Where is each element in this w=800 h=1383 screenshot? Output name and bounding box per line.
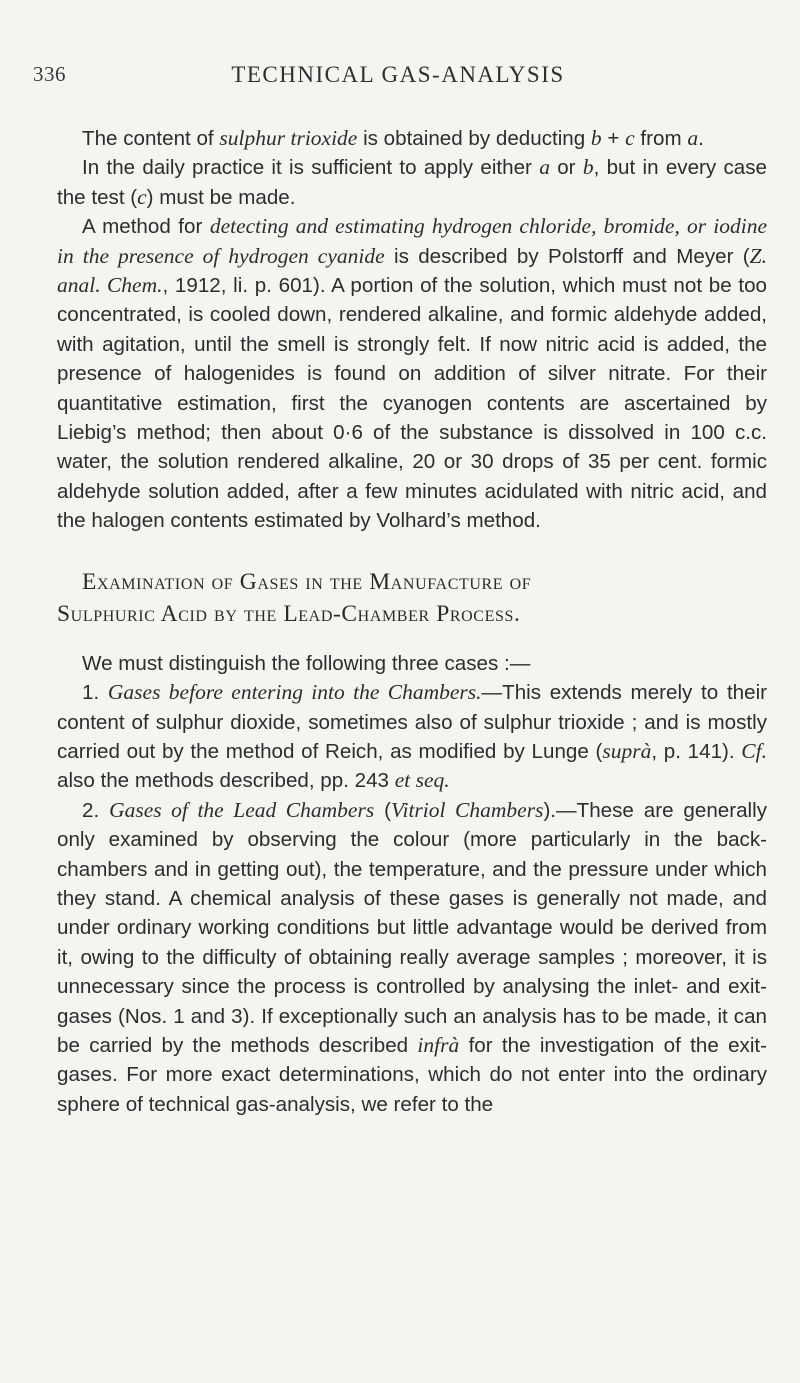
text-run: , p. 141).	[651, 739, 742, 763]
text-run: is described by Polstorff and Meyer (	[384, 244, 750, 268]
italic-term: infrà	[417, 1032, 460, 1057]
running-head	[33, 62, 763, 94]
text-run: —This extends merely to their content of sulphur dioxide, sometimes also of sulphur trioxide ; and is mostly carried out by the method of Reich, as modified by Lunge (	[57, 681, 768, 763]
italic-term: detecting and estimating hydrogen chloride, bromide, or iodine in the presence of hydrogen cyanide	[57, 214, 767, 268]
text-run: In the daily practice it is sufficient to apply either	[82, 156, 540, 180]
italic-term: suprà	[602, 738, 652, 763]
paragraph-sulphur-trioxide	[57, 124, 767, 153]
variable-a: a	[687, 126, 699, 150]
text-run: We must distinguish the following three cases :—	[82, 651, 531, 675]
case-title: Gases of the Lead Chambers	[109, 797, 375, 822]
text-run: for the investigation of the exit-gases. For more exact determinations, which do not enter into the ordinary sphere of technical gas-analysis, we refer to the	[57, 1033, 768, 1116]
text-run: ) must be made.	[146, 185, 296, 209]
text-run: , 1912, li. p. 601). A portion of the solution, which must not be too concentrated, is cooled down, rendered alkaline, and formic aldehyde added, with agitation, until the smell is strongly felt. If now nitric acid is added, the presence of halogenides is found on addition of silver nitrate. For their quantitative estimation, first the cyanogen contents are ascertained by Liebig’s method; then about 0·6 of the substance is dissolved in 100 c.c. water, the solution rendered alkaline, 20 or 30 drops of 35 per cent. formic aldehyde solution added, after a few minutes acidulated with nitric acid, and the halogen contents estimated by Volhard’s method.	[57, 274, 767, 533]
body-text	[57, 124, 767, 1119]
variable-a: a	[539, 155, 550, 180]
paragraph-case-1	[57, 678, 767, 796]
section-heading-line-1: Examination of Gases in the Manufacture of	[82, 568, 532, 595]
text-run: or	[549, 156, 583, 180]
section-heading	[57, 566, 767, 630]
section-heading-line-2: Sulphuric Acid by the Lead-Chamber Process.	[57, 600, 521, 627]
variable-c: c	[137, 184, 147, 209]
text-run: A method for	[82, 215, 210, 239]
paragraph-daily-practice	[57, 153, 767, 212]
variable-b: b	[590, 126, 602, 150]
text-run: ).	[543, 798, 557, 822]
text-run: .	[698, 127, 704, 150]
text-run: from	[634, 127, 688, 150]
variable-c: c	[625, 126, 635, 150]
italic-term: et seq.	[394, 768, 450, 793]
paragraph-three-cases	[57, 649, 767, 678]
journal-citation: Z. anal. Chem.	[57, 243, 767, 298]
text-run: —These are generally only examined by observing the colour (more particularly in the back-chambers and in getting out), the temperature, and the pressure under which they stand. A chemical analysis of these gases is generally not made, and under ordinary working conditions but little advantage would be derived from it, owing to the difficulty of obtaining really average samples ; moreover, it is unnecessary since the process is controlled by analysing the inlet- and exit-gases (Nos. 1 and 3). If exceptionally such an analysis has to be made, it can be carried by the methods described	[57, 798, 767, 1057]
list-number: 1.	[82, 681, 108, 705]
text-run: is obtained by deducting	[357, 127, 591, 150]
text-run: , but in every case the test (	[57, 156, 768, 209]
case-title: Gases before entering into the Chambers.	[107, 680, 482, 705]
text-run: (	[374, 798, 391, 822]
paragraph-halogen-method	[57, 212, 767, 535]
list-number: 2.	[82, 798, 110, 822]
italic-term: sulphur trioxide	[219, 126, 358, 150]
italic-term: Cf.	[741, 738, 767, 763]
paragraph-case-2	[57, 796, 767, 1119]
page-number: 336	[33, 62, 66, 86]
text-run: The content of	[82, 127, 220, 150]
text-run: also the methods described, pp. 243	[57, 769, 395, 793]
text-run: +	[601, 127, 626, 150]
case-title-alt: Vitriol Chambers	[390, 797, 544, 822]
variable-b: b	[582, 155, 594, 180]
running-title: TECHNICAL GAS-ANALYSIS	[231, 62, 565, 87]
